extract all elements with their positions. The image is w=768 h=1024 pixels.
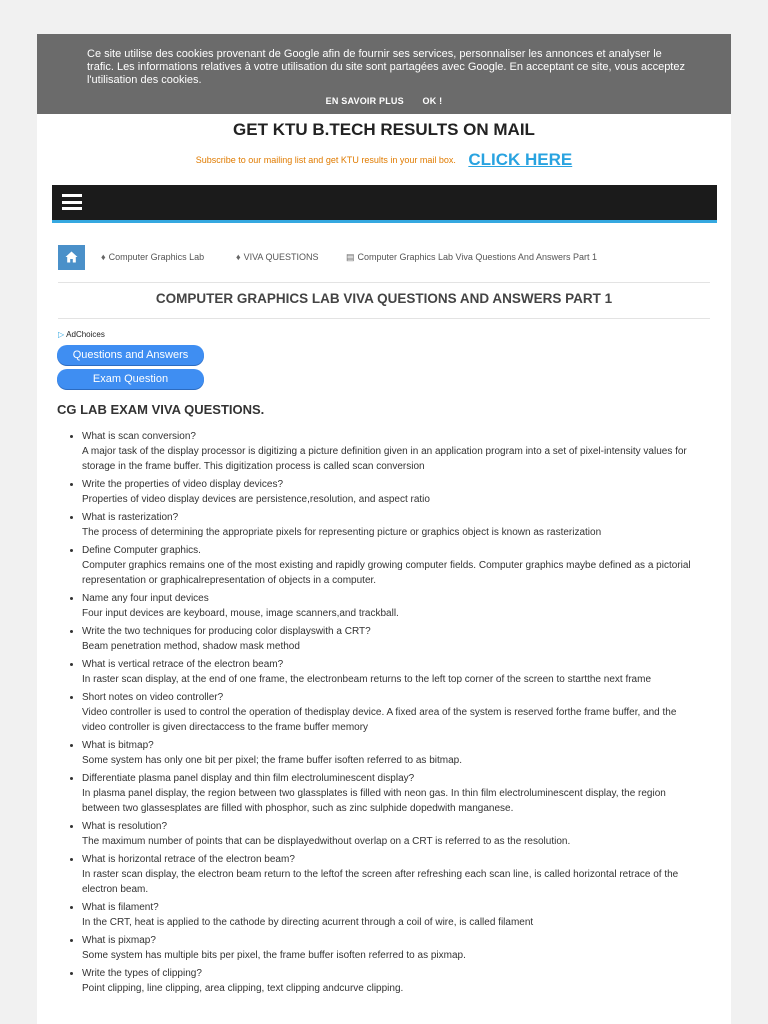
question-text: • What is filament? <box>82 902 159 913</box>
question-text: • What is rasterization? <box>82 512 179 523</box>
title-divider-top <box>58 282 710 283</box>
question-text: • Define Computer graphics. <box>82 545 201 556</box>
answer-text: In raster scan display, at the end of one frame, the electronbeam returns to the left top corner of the screen to startthe next frame <box>82 674 652 685</box>
question-text: • What is scan conversion? <box>82 431 196 442</box>
question-text: • Write the types of clipping? <box>82 968 202 979</box>
title-divider-bottom <box>58 318 710 319</box>
adchoices-label[interactable]: ▷ AdChoices <box>58 330 105 339</box>
post-title: COMPUTER GRAPHICS LAB VIVA QUESTIONS AND ANSWERS PART 1 <box>155 291 613 306</box>
menu-icon[interactable] <box>62 194 82 210</box>
answer-text: Properties of video display devices are persistence,resolution, and aspect ratio <box>82 494 430 505</box>
main-navbar <box>52 185 717 223</box>
adchoices-icon: ▷ <box>58 330 65 339</box>
breadcrumb-item-viva-questions[interactable]: ♦ VIVA QUESTIONS <box>236 252 319 262</box>
answer-text: In the CRT, heat is applied to the cathode by directing acurrent through a coil of wire, is called filament <box>82 917 534 928</box>
qa-list <box>70 429 702 999</box>
list-item <box>82 966 702 996</box>
answer-text: Four input devices are keyboard, mouse, image scanners,and trackball. <box>82 608 399 619</box>
exam-question-button[interactable]: Exam Question <box>57 369 204 389</box>
question-text: • What is resolution? <box>82 821 168 832</box>
list-item <box>82 543 702 588</box>
answer-text: Some system has multiple bits per pixel, the frame buffer isoften referred to as pixmap. <box>82 950 466 961</box>
question-text: • Short notes on video controller? <box>82 692 224 703</box>
subscribe-text: Subscribe to our mailing list and get KTU results in your mail box. <box>195 155 456 165</box>
subscribe-bar <box>0 150 768 170</box>
question-text: • Write the properties of video display devices? <box>82 479 284 490</box>
questions-and-answers-button[interactable]: Questions and Answers <box>57 345 204 365</box>
section-heading: CG LAB EXAM VIVA QUESTIONS. <box>57 402 265 417</box>
cookie-message: Ce site utilise des cookies provenant de Google afin de fournir ses services, personnaliser les annonces et analyser le trafic. Les informations relatives à votre utilisation du site sont partagées avec Google. En acceptant ce site, vous acceptez l'utilisation des cookies. <box>87 48 685 86</box>
list-item <box>82 933 702 963</box>
list-item <box>82 819 702 849</box>
answer-text: In plasma panel display, the region between two glassplates is filled with neon gas. In thin film electroluminescent display, the region between two glassesplates are filled with phosphor, such as zinc sulphide dopedwith manganese. <box>82 788 666 814</box>
home-button[interactable] <box>58 245 85 270</box>
cookie-banner <box>37 34 731 114</box>
list-item <box>82 690 702 735</box>
answer-text: Video controller is used to control the operation of thedisplay device. A fixed area of the system is reserved forthe frame buffer, and the video controller is given directaccess to the frame buffer memory <box>82 707 677 733</box>
question-text: • What is bitmap? <box>82 740 154 751</box>
answer-text: In raster scan display, the electron beam return to the leftof the screen after refreshing each scan line, is called horizontal retrace of the electron beam. <box>82 869 679 895</box>
cookie-actions <box>37 95 731 108</box>
list-item <box>82 624 702 654</box>
list-item <box>82 771 702 816</box>
answer-text: Some system has only one bit per pixel; the frame buffer isoften referred to as bitmap. <box>82 755 463 766</box>
answer-text: The maximum number of points that can be displayedwithout overlap on a CRT is referred to as the resolution. <box>82 836 571 847</box>
list-item <box>82 591 702 621</box>
answer-text: Point clipping, line clipping, area clipping, text clipping andcurve clipping. <box>82 983 404 994</box>
tag-icon: ♦ <box>101 252 106 262</box>
learn-more-link[interactable]: EN SAVOIR PLUS <box>325 96 404 106</box>
click-here-link[interactable]: CLICK HERE <box>468 150 573 169</box>
list-item <box>82 852 702 897</box>
answer-text: Computer graphics remains one of the most existing and rapidly growing computer fields. Computer graphics maybe defined as a pictorial representation or graphicalrepresentation of objects in a computer. <box>82 560 691 586</box>
document-icon: ▤ <box>346 252 355 262</box>
answer-text: A major task of the display processor is digitizing a picture definition given in an application program into a set of pixel-intensity values for storage in the frame buffer. This digitization process is called scan conversion <box>82 446 687 472</box>
question-text: • Write the two techniques for producing color displayswith a CRT? <box>82 626 371 637</box>
question-text: • What is horizontal retrace of the electron beam? <box>82 854 295 865</box>
question-text: • What is pixmap? <box>82 935 156 946</box>
breadcrumb-item-computer-graphics-lab[interactable]: ♦ Computer Graphics Lab <box>101 252 205 262</box>
list-item <box>82 657 702 687</box>
list-item <box>82 429 702 474</box>
breadcrumb-item-current-post[interactable]: ▤ Computer Graphics Lab Viva Questions And Answers Part 1 <box>346 252 597 262</box>
list-item <box>82 738 702 768</box>
home-icon <box>65 251 78 263</box>
question-text: • What is vertical retrace of the electron beam? <box>82 659 284 670</box>
cookie-ok-button[interactable]: OK ! <box>422 96 443 106</box>
list-item <box>82 477 702 507</box>
answer-text: The process of determining the appropriate pixels for representing picture or graphics object is known as rasterization <box>82 527 602 538</box>
list-item <box>82 510 702 540</box>
list-item <box>82 900 702 930</box>
question-text: • Differentiate plasma panel display and thin film electroluminescent display? <box>82 773 415 784</box>
tag-icon: ♦ <box>236 252 241 262</box>
answer-text: Beam penetration method, shadow mask method <box>82 641 300 652</box>
question-text: • Name any four input devices <box>82 593 209 604</box>
site-title: GET KTU B.TECH RESULTS ON MAIL <box>233 120 535 139</box>
